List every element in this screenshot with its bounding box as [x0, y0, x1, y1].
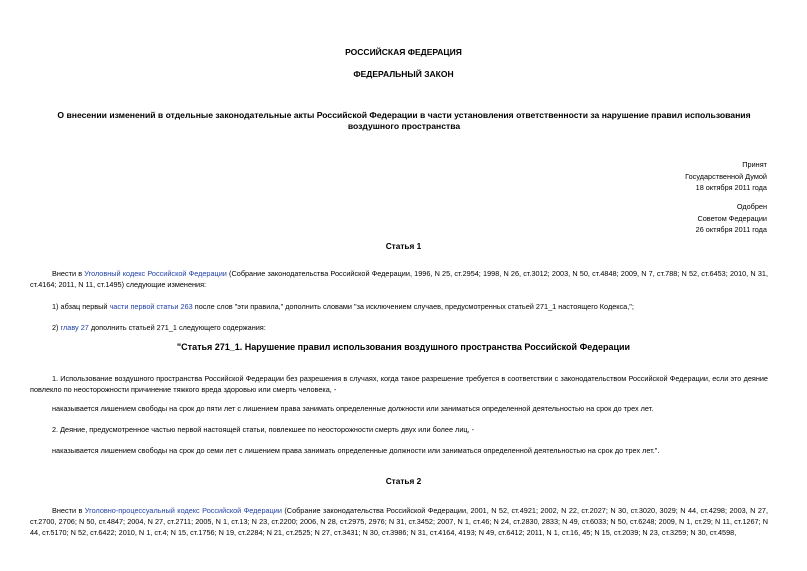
- new-article-part1-penalty: наказывается лишением свободы на срок до пяти лет с лишением права занимать определенные должности или заниматься определенной деятельностью на срок до трех лет.: [52, 404, 654, 413]
- accepted-date: 18 октября 2011 года: [695, 183, 767, 192]
- item2-pre: 2): [52, 323, 61, 332]
- approved-label: Одобрен: [736, 202, 767, 211]
- approved-date: 26 октября 2011 года: [695, 225, 767, 234]
- article1-item2: [30, 322, 768, 333]
- new-article-part2-penalty: наказывается лишением свободы на срок до семи лет с лишением права занимать определенные должности или заниматься определенной деятельностью на срок до трех лет.".: [52, 446, 660, 455]
- law-title-line1: О внесении изменений в отдельные законодательные акты Российской Федерации в части установления ответственности за нарушение правил использования: [57, 110, 751, 120]
- chapter27-link[interactable]: главу 27: [60, 323, 89, 332]
- law-title: [44, 110, 764, 132]
- article2-heading: Статья 2: [385, 476, 422, 486]
- article2-intro-post: (Собрание законодательства Российской Федерации, 2001, N 52, ст.4921; 2002, N 22, ст.2027; N 30, ст.3020, 3029; N 44, ст.4298; 2003, N 27, ст.2700, 2706; N 50, ст.4847; 2004, N 27, ст.2711; 2005, N 1, ст.13; N 23, ст.2200; 2006, N 28, ст.2975, 2976; N 31, ст.3452; 2007, N 1, ст.46; N 24, ст.2830, 2833; N 49, ст.6033; N 50, ст.6248; 2009, N 1, ст.29; N 11, ст.1267; N 44, ст.5170; N 52, ст.6422; 2010, N 1, ст.4; N 15, ст.1756; N 19, ст.2284; N 21, ст.2525; N 27, ст.3431; N 30, ст.3986; N 31, ст.4164, 4193; N 49, ст.6412; 2011, N 1, ст.16, 45; N 15, ст.2039; N 23, ст.3259; N 30, ст.4598,: [30, 506, 769, 537]
- approval-block: [696, 201, 767, 236]
- accepted-label: Принят: [742, 160, 767, 169]
- new-article-part2: 2. Деяние, предусмотренное частью первой настоящей статьи, повлекшее по неосторожности смерть двух или более лиц, -: [52, 425, 475, 434]
- law-type-heading: ФЕДЕРАЛЬНЫЙ ЗАКОН: [353, 69, 454, 79]
- new-article-part1: 1. Использование воздушного пространства Российской Федерации без разрешения в случаях, когда такое разрешение требуется в соответствии с законодательством Российской Федерации, если это деяние повлекло по неосторожности причинение тяжкого вреда здоровью или смерть человека, -: [30, 374, 768, 394]
- country-heading: РОССИЙСКАЯ ФЕДЕРАЦИЯ: [345, 47, 462, 57]
- article2-intro-pre: Внести в: [52, 506, 85, 515]
- duma-label: Государственной Думой: [685, 171, 767, 181]
- adoption-block: [685, 159, 767, 194]
- item1-post: после слов "эти правила," дополнить словами "за исключением случаев, предусмотренных статьей 271_1 настоящего Кодекса,";: [192, 302, 634, 311]
- criminal-procedure-code-link[interactable]: Уголовно-процессуальный кодекс Российской Федерации: [84, 506, 282, 515]
- article1-item1: [30, 301, 768, 312]
- article263-link[interactable]: части первой статьи 263: [109, 302, 193, 311]
- article2-intro: [30, 505, 768, 538]
- law-title-line2: воздушного пространства: [347, 121, 461, 131]
- article1-intro-pre: Внести в: [52, 269, 85, 278]
- criminal-code-link[interactable]: Уголовный кодекс Российской Федерации: [84, 269, 227, 278]
- article1-intro: [30, 268, 768, 290]
- article1-heading: Статья 1: [385, 241, 422, 251]
- item1-pre: 1) абзац первый: [52, 302, 110, 311]
- item2-post: дополнить статьей 271_1 следующего содержания:: [88, 323, 266, 332]
- article1-intro-post: (Собрание законодательства Российской Федерации, 1996, N 25, ст.2954; 1998, N 26, ст.3012; 2003, N 50, ст.4848; 2009, N 7, ст.788; N 52, ст.6453; 2010, N 31, ст.4164; 2011, N 11, ст.1495) следующие изменения:: [30, 269, 768, 289]
- new-article-heading: "Статья 271_1. Нарушение правил использования воздушного пространства Российской Федерации: [176, 342, 631, 352]
- council-label: Советом Федерации: [697, 213, 767, 223]
